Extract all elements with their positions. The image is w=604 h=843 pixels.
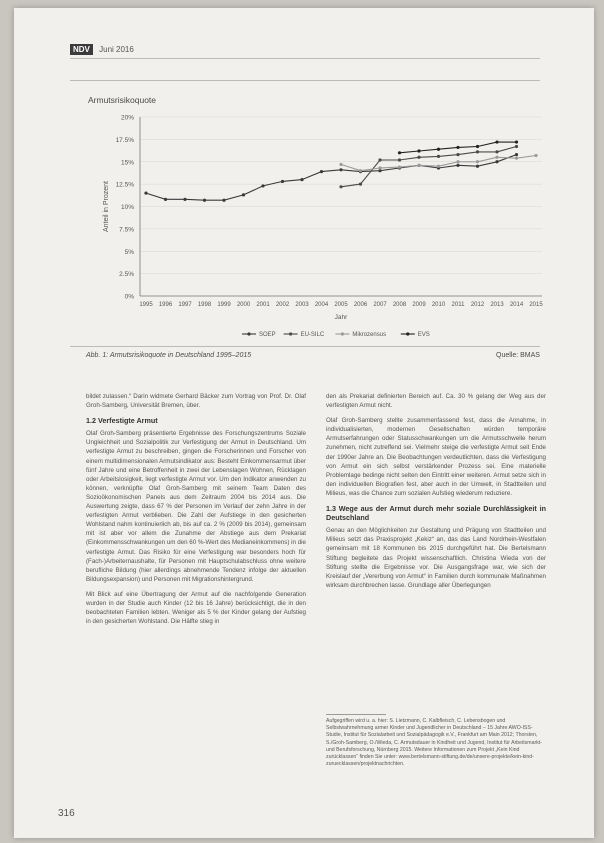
data-point — [476, 150, 479, 153]
data-point — [144, 191, 147, 194]
data-point — [476, 165, 479, 168]
x-tick-label: 2011 — [451, 302, 465, 308]
legend-marker — [341, 332, 344, 335]
x-tick-label: 2004 — [314, 302, 329, 308]
left-column — [86, 392, 306, 632]
caption-rule — [70, 346, 540, 347]
y-tick-label: 0% — [124, 293, 134, 301]
paragraph: Genau an den Möglichkeiten zur Gestaltung und Prägung von Stadtteilen und Milieus setzt das Praxisprojekt „Kekiz“ an, das das Land Nordrhein-Westfalen gemeinsam mit 18 Kommunen bis 2015 durchgeführt hat. Die Bertelsmann Stiftung begleitete das Projekt wissenschaftlich. Christina Wieda von der Stiftung stellte die Ergebnisse vor. Die Ausgangsfrage war, wie sich der Kreislauf der „Vererbung von Armut“ in Familien durch kommunale Maßnahmen wirksam durchbrechen lasse. Grundlage aller Überlegungen — [326, 527, 546, 589]
paragraph: Mit Blick auf eine Übertragung der Armut auf die nachfolgende Generation wurden in der Studie auch Kinder (12 bis 16 Jahre) berücksichtigt, die in den beobachteten Familien lebten. Weniger als 5 % der Kinder gelang der Aufstieg in den gesicherten Wohlstand. Die Hälfte stieg in — [86, 590, 306, 626]
page-header — [70, 44, 134, 55]
data-point — [515, 140, 518, 143]
data-point — [164, 198, 167, 201]
data-point — [203, 199, 206, 202]
x-tick-label: 1996 — [158, 302, 173, 308]
x-tick-label: 2015 — [529, 302, 543, 308]
data-point — [398, 151, 401, 154]
x-tick-label: 2005 — [334, 302, 348, 308]
y-tick-label: 10% — [120, 204, 134, 211]
data-point — [456, 146, 459, 149]
data-point — [515, 153, 518, 156]
data-point — [476, 145, 479, 148]
x-tick-label: 2000 — [236, 302, 251, 308]
data-point — [417, 156, 420, 159]
data-point — [183, 198, 186, 201]
data-point — [339, 185, 342, 188]
legend-label: EVS — [417, 332, 430, 339]
x-tick-label: 1998 — [197, 302, 212, 308]
x-axis-label: Jahr — [334, 314, 348, 321]
data-point — [437, 165, 440, 168]
data-point — [437, 148, 440, 151]
data-point — [398, 166, 401, 169]
x-tick-label: 2013 — [490, 302, 504, 308]
legend-marker — [406, 332, 409, 335]
header-rule — [70, 58, 540, 59]
data-point — [339, 168, 342, 171]
x-tick-label: 1997 — [178, 302, 192, 308]
x-tick-label: 2007 — [373, 302, 387, 308]
legend-marker — [247, 332, 250, 335]
legend-label: SOEP — [259, 332, 276, 339]
data-point — [456, 164, 459, 167]
paragraph: Olaf Groh-Samberg präsentierte Ergebnisse des Forschungszentrums Soziale Ungleichheit und Sozialpolitik zur Verfestigung der Armut in Deutschland. Um verfestigte Armut zu beschreiben, gingen die Forscherinnen und Forscher von einem multidimensionalen Armutsindikator aus: Besteht Einkommensarmut über fünf Jahre und eine Betroffenheit in zwei der Lebenslagen Wohnen, Rücklagen oder Arbeitslosigkeit, liegt verfestigte Armut vor. Um den Indikator anwenden zu können, verknüpfte Olaf Groh-Samberg mit seinem Team Daten des Sozioökonomischen Panels aus dem Zeitraum 2004 bis 2014 aus. Die Auswertung zeigte, dass 67 % der Personen im Verlauf der zehn Jahre in der verfestigten Armut verblieben. Die Zahl der Aufstiege in den gesicherten Wohlstand nahm kontinuierlich ab, bis auf ca. 2 % (2009 bis 2014), gemeinsam mit ist aber vor allem die Zunahme der Abstiege aus dem Prekariat (Einkommensschwankungen um den 60 %-Wert des Medianeinkommens) in die verfestigte Armut. Das Risiko für eine Verfestigung war besonders hoch für (Fach-)Arbeiternaushalte, für Personen mit Hauptschulabschluss ohne weitere berufliche Bildung (hier allerdings abnehmende Tendenz infolge der aktuellen Bildungsexpansion) und Personen mit Migrationshintergrund. — [86, 430, 306, 583]
figure-caption: Abb. 1: Armutsrisikoquote in Deutschland 1995–2015 — [86, 352, 252, 359]
data-point — [417, 164, 420, 167]
legend-marker — [289, 332, 292, 335]
figure-top-rule — [70, 80, 540, 81]
section-heading: 1.2 Verfestigte Armut — [86, 416, 158, 426]
paragraph: Olaf Groh-Samberg stellte zusammenfassend fest, dass die Annahme, in individualisierten, modernen Gesellschaften würden temporäre Armutserfahrungen oder Statusschwankungen um die Armutsschwelle herum zunehmen, nicht zutreffend sei. Vielmehr steige die verfestigte Armut seit Ende der 1990er Jahre an. Die Beobachtungen verdeutlichten, dass die Verfestigung von Armut ein sich selbst verstärkender Prozess sei. Eine materielle Problemlage bedinge nicht selten den Eintritt einer weiteren. Armut setze sich in den individuellen Biografien fest, aber auch in der Umwelt, in Stadtteilen und Milieus, was die Chance zum sozialen Aufstieg wiederum reduziere. — [326, 417, 546, 497]
data-point — [359, 169, 362, 172]
x-tick-label: 2014 — [509, 302, 524, 308]
footnotes: Aufgegriffen wird u. a. hier: S. Lietzmann, C. Kalbfleisch, C. Lebensbogen und Selbstwahrnehmung armer Kinder und Jugendlicher in Deutschland – 15 Jahre AWO-ISS-Studie, Institut für Sozialarbeit und Sozialpädagogik e.V., Frankfurt am Main 2012; Thorsten, S./Groh-Samberg, O./Wieda, C. Armutsdauer in Kindheit und Jugend, Institut für Arbeitsmarkt- und Berufsforschung, Nürnberg 2015. Weitere Informationen zum Projekt „Kein Kind zurücklassen“ finden Sie unter: www.bertelsmann-stiftung.de/de/unsere-projekte/kein-kind-zuruecklassen/projektnachrichten. — [326, 718, 542, 768]
data-point — [261, 184, 264, 187]
data-point — [534, 154, 537, 157]
line-chart — [72, 101, 558, 340]
page-number: 316 — [58, 808, 75, 819]
data-point — [437, 155, 440, 158]
data-point — [495, 150, 498, 153]
y-tick-label: 2.5% — [119, 271, 134, 279]
x-tick-label: 2008 — [392, 302, 407, 308]
data-point — [495, 156, 498, 159]
y-tick-label: 15% — [120, 159, 134, 167]
data-point — [281, 180, 284, 183]
footnote-rule — [326, 714, 386, 715]
data-point — [378, 166, 381, 169]
x-tick-label: 2006 — [353, 302, 368, 308]
data-point — [495, 160, 498, 163]
y-tick-label: 20% — [120, 114, 134, 122]
data-point — [515, 145, 518, 148]
y-axis-label: Anteil in Prozent — [103, 181, 110, 232]
legend-label: Mikrozensus — [352, 332, 387, 339]
y-tick-label: 5% — [124, 248, 134, 256]
y-tick-label: 7.5% — [119, 226, 134, 234]
y-tick-label: 12.5% — [115, 181, 134, 189]
x-tick-label: 2002 — [275, 302, 290, 308]
x-tick-label: 1995 — [139, 302, 153, 308]
data-point — [222, 199, 225, 202]
data-point — [417, 149, 420, 152]
data-point — [515, 157, 518, 160]
issue-label: Juni 2016 — [99, 45, 134, 54]
data-point — [495, 140, 498, 143]
y-tick-label: 17.5% — [115, 136, 134, 144]
x-tick-label: 2012 — [470, 302, 485, 308]
data-point — [242, 193, 245, 196]
x-tick-label: 2003 — [295, 302, 309, 308]
x-tick-label: 2009 — [412, 302, 426, 308]
figure-title: Armutsrisikoquote — [88, 95, 157, 105]
journal-logo: NDV — [70, 44, 93, 55]
x-tick-label: 2010 — [431, 302, 446, 308]
data-point — [300, 178, 303, 181]
x-tick-label: 2001 — [256, 302, 270, 308]
paragraph: den als Prekariat definierten Bereich auf. Ca. 30 % gelang der Weg aus der verfestigten Armut nicht. — [326, 393, 546, 410]
data-point — [339, 163, 342, 166]
data-point — [476, 160, 479, 163]
data-point — [320, 170, 323, 173]
data-point — [378, 158, 381, 161]
data-point — [359, 183, 362, 186]
data-point — [456, 160, 459, 163]
x-tick-label: 1999 — [217, 302, 231, 308]
figure — [72, 95, 558, 340]
paragraph: bildet zulassen.“ Darin widmete Gerhard Bäcker zum Vortrag von Prof. Dr. Olaf Groh-Samberg, Universität Bremen, über. — [86, 393, 306, 410]
legend-label: EU-SILC — [300, 332, 325, 339]
data-point — [456, 153, 459, 156]
figure-source: Quelle: BMAS — [496, 352, 540, 359]
data-point — [398, 158, 401, 161]
right-column — [326, 392, 546, 596]
section-heading: 1.3 Wege aus der Armut durch mehr soziale Durchlässigkeit in Deutschland — [326, 504, 546, 523]
